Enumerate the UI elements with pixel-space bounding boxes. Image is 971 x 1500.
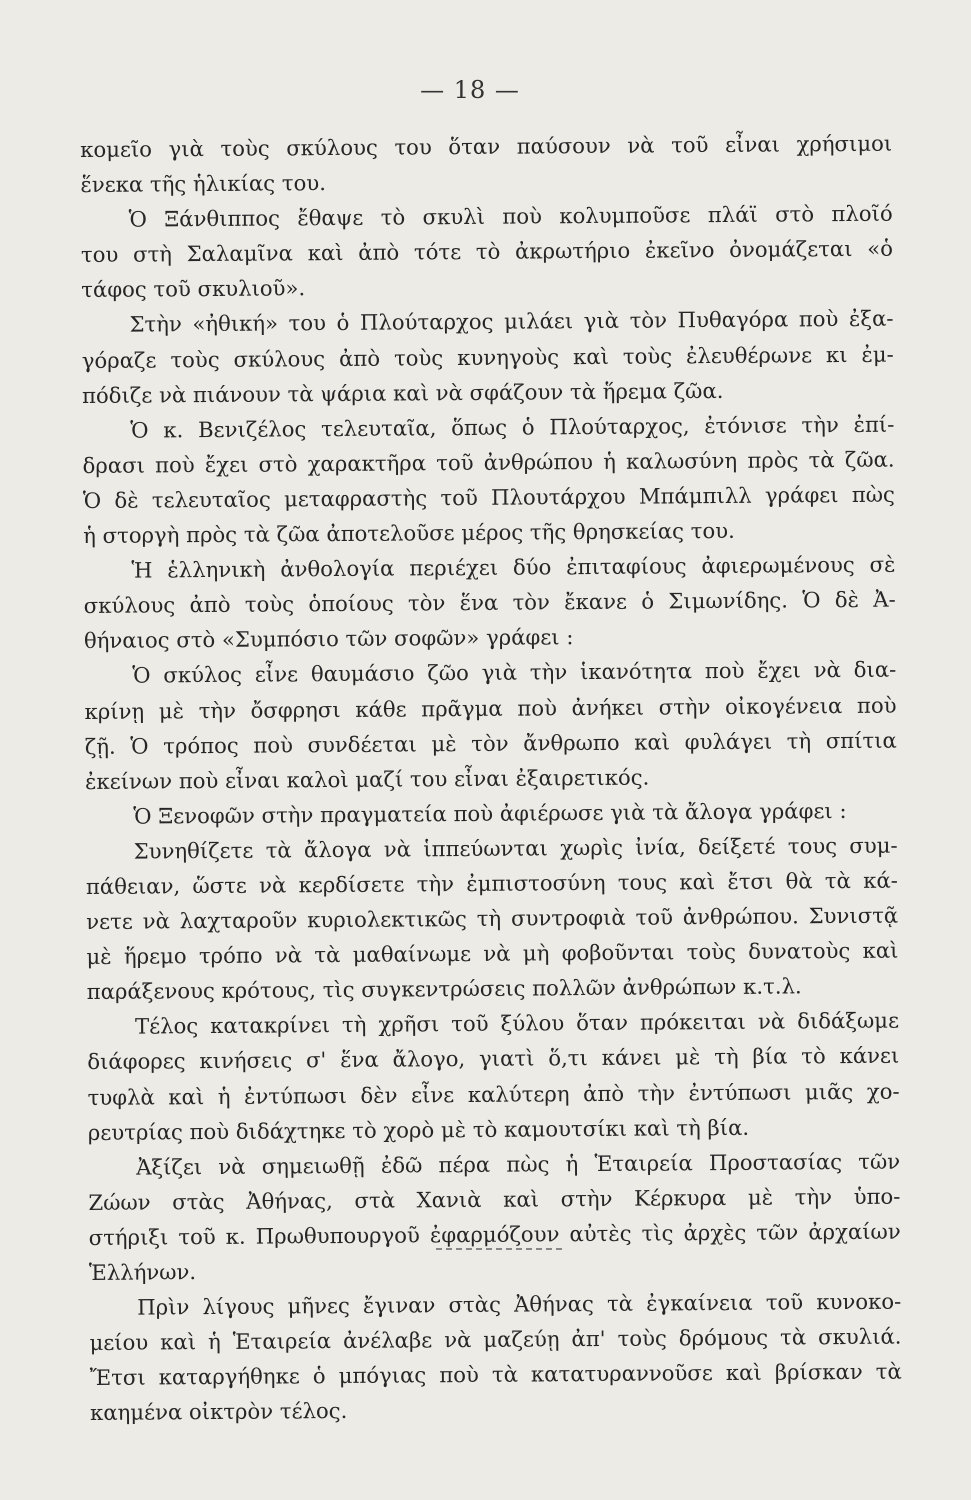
- end-of-text-rule: [436, 1248, 562, 1250]
- text-line: ἕνεκα τῆς ἡλικίας του.: [80, 170, 327, 198]
- text-line: καημένα οἰκτρὸν τέλος.: [89, 1398, 348, 1426]
- text-line: τάφος τοῦ σκυλιοῦ».: [81, 275, 306, 303]
- text-line: κρίνῃ μὲ τὴν ὄσφρησι κάθε πρᾶγμα ποὺ ἀνήκει στὴν οἰκογένεια ποὺ: [84, 692, 897, 724]
- text-line: Ἔτσι καταργήθηκε ὁ μπόγιας ποὺ τὰ κατατυραννοῦσε καὶ βρίσκαν τὰ: [89, 1358, 902, 1391]
- text-line: κομεῖο γιὰ τοὺς σκύλους του ὅταν παύσουν νὰ τοῦ εἶναι χρήσιμοι: [80, 130, 893, 162]
- text-line: τυφλὰ καὶ ἡ ἐντύπωσι δὲν εἶνε καλύτερη ἀπὸ τὴν ἐντύπωσι μιᾶς χο-: [87, 1078, 900, 1110]
- text-line: πάθειαν, ὥστε νὰ κερδίσετε τὴν ἐμπιστοσύνη τους καὶ ἔτσι θὰ τὰ κά-: [85, 867, 898, 899]
- text-line: Ἑλλήνων.: [88, 1259, 197, 1285]
- text-line: Ὁ κ. Βενιζέλος τελευταῖα, ὅπως ὁ Πλούταρχος, ἐτόνισε τὴν ἐπί-: [130, 411, 895, 443]
- text-line: Ζώων στὰς Ἀθήνας, στὰ Χανιὰ καὶ στὴν Κέρκυρα μὲ τὴν ὑπο-: [88, 1183, 901, 1215]
- text-line: ζῇ. Ὁ τρόπος ποὺ συνδέεται μὲ τὸν ἄνθρωπο καὶ φυλάγει τὴ σπίτια: [84, 727, 897, 759]
- text-line: Ὁ Ξενοφῶν στὴν πραγματεία ποὺ ἀφιέρωσε γιὰ τὰ ἄλογα γράφει :: [133, 797, 847, 829]
- text-line: Ἡ ἑλληνικὴ ἀνθολογία περιέχει δύο ἐπιταφίους ἀφιερωμένους σὲ: [131, 551, 896, 583]
- text-line: μὲ ἥρεμο τρόπο νὰ τὰ μαθαίνωμε νὰ μὴ φοβοῦνται τοὺς δυνατοὺς καὶ: [86, 937, 899, 970]
- text-line: νετε νὰ λαχταροῦν κυριολεκτικῶς τὴ συντροφιὰ τοῦ ἀνθρώπου. Συνιστᾷ: [86, 902, 899, 935]
- text-line: σκύλους ἀπὸ τοὺς ὁποίους τὸν ἕνα τὸν ἔκανε ὁ Σιμωνίδης. Ὁ δὲ Ἀ-: [83, 586, 896, 619]
- text-line: ρευτρίας ποὺ διδάχτηκε τὸ χορὸ μὲ τὸ καμουτσίκι καὶ τὴ βία.: [87, 1114, 750, 1145]
- text-line: Τέλος κατακρίνει τὴ χρῆσι τοῦ ξύλου ὅταν πρόκειται νὰ διδάξωμε: [134, 1007, 900, 1039]
- text-line: γόραζε τοὺς σκύλους ἀπὸ τοὺς κυνηγοὺς καὶ τοὺς ἐλευθέρωνε κι ἐμ-: [81, 341, 894, 373]
- text-line: ἐκείνων ποὺ εἶναι καλοὶ μαζί του εἶναι ἐξαιρετικός.: [85, 764, 650, 794]
- text-line: μείου καὶ ἡ Ἑταιρεία ἀνέλαβε νὰ μαζεύῃ ἀπ' τοὺς δρόμους τὰ σκυλιά.: [89, 1323, 902, 1356]
- text-line: Ὁ δὲ τελευταῖος μεταφραστὴς τοῦ Πλουτάρχου Μπάμπιλλ γράφει πὼς: [82, 481, 895, 513]
- text-line: παράξενους κρότους, τὶς συγκεντρώσεις πολλῶν ἀνθρώπων κ.τ.λ.: [86, 973, 802, 1005]
- text-line: δρασι ποὺ ἔχει στὸ χαρακτῆρα τοῦ ἀνθρώπου ἡ καλωσύνη πρὸς τὰ ζῶα.: [82, 446, 895, 478]
- text-line: διάφορες κινήσεις σ' ἕνα ἄλογο, γιατὶ ὅ,τι κάνει μὲ τὴ βία τὸ κάνει: [87, 1043, 900, 1075]
- text-line: πόδιζε νὰ πιάνουν τὰ ψάρια καὶ νὰ σφάζουν τὰ ἥρεμα ζῶα.: [81, 377, 724, 408]
- text-line: Πρὶν λίγους μῆνες ἔγιναν στὰς Ἀθήνας τὰ ἐγκαίνεια τοῦ κυνοκο-: [137, 1288, 902, 1320]
- text-line: του στὴ Σαλαμῖνα καὶ ἀπὸ τότε τὸ ἀκρωτήριο ἐκεῖνο ὀνομάζεται «ὁ: [80, 235, 894, 268]
- page-number: — 18 —: [420, 76, 520, 104]
- text-line: Συνηθίζετε τὰ ἄλογα νὰ ἱππεύωνται χωρὶς ἰνία, δείξετέ τους συμ-: [133, 832, 898, 864]
- text-line: στήριξι τοῦ κ. Πρωθυπουργοῦ ἐφαρμόζουν αὐτὲς τὶς ἀρχὲς τῶν ἀρχαίων: [88, 1218, 901, 1250]
- text-line: Ὁ σκύλος εἶνε θαυμάσιο ζῶο γιὰ τὴν ἱκανότητα ποὺ ἔχει νὰ δια-: [132, 657, 897, 689]
- text-line: Ὁ Ξάνθιππος ἔθαψε τὸ σκυλὶ ποὺ κολυμποῦσε πλάϊ στὸ πλοῖό: [128, 200, 893, 232]
- text-line: Ἀξίζει νὰ σημειωθῇ ἐδῶ πέρα πὼς ἡ Ἑταιρεία Προστασίας τῶν: [136, 1148, 901, 1180]
- text-line: ἡ στοργὴ πρὸς τὰ ζῶα ἀποτελοῦσε μέρος τῆς θρησκείας του.: [83, 517, 735, 549]
- text-line: θήναιος στὸ «Συμπόσιο τῶν σοφῶν» γράφει :: [83, 624, 574, 654]
- text-line: Στὴν «ἠθική» του ὁ Πλούταρχος μιλάει γιὰ τὸν Πυθαγόρα ποὺ ἐξα-: [129, 306, 894, 338]
- body-text: [80, 126, 902, 1431]
